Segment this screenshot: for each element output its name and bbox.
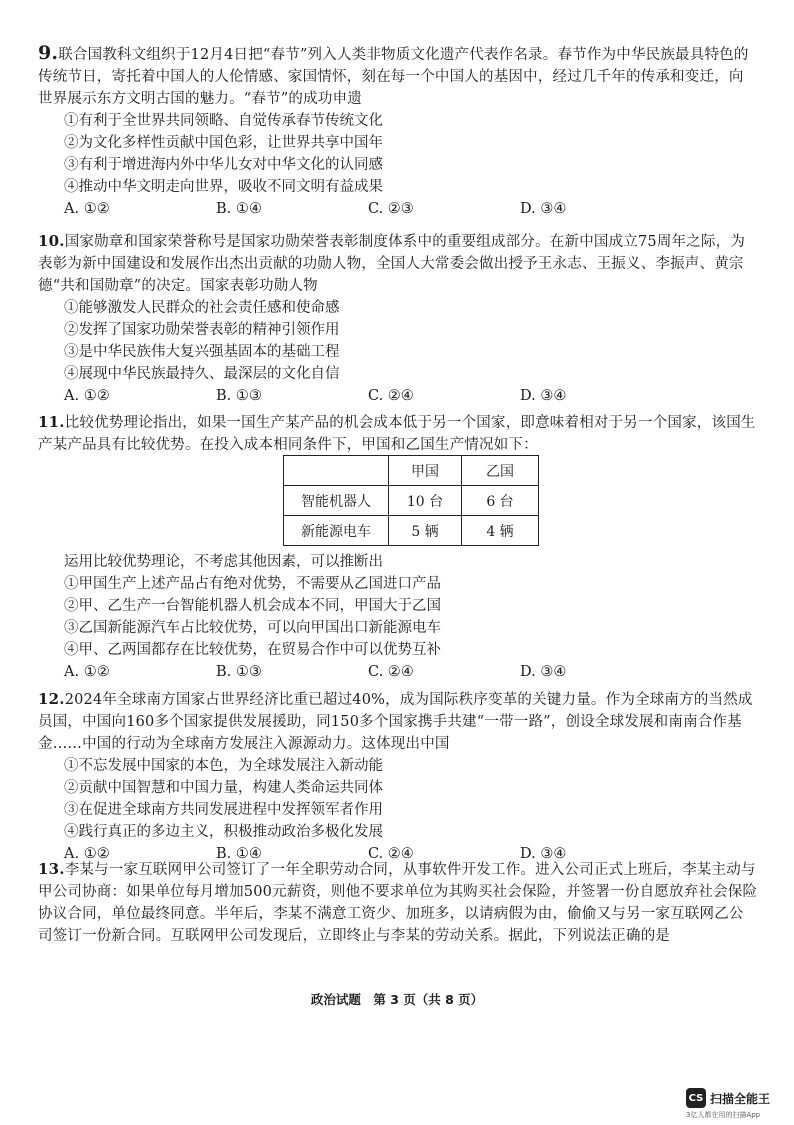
question-13 <box>38 858 758 947</box>
camscanner-logo-icon: CS <box>686 1088 706 1108</box>
q11-option-a: A. ①② <box>64 664 110 680</box>
q11-lead: 运用比较优势理论，不考虑其他因素，可以推断出 <box>64 554 383 570</box>
q12-option-b: B. ①④ <box>216 846 262 862</box>
q10-item-3: ③是中华民族伟大复兴强基固本的基础工程 <box>64 344 340 360</box>
q10-option-b: B. ①③ <box>216 388 262 404</box>
question-10-stem: 10.国家勋章和国家荣誉称号是国家功勋荣誉表彰制度体系中的重要组成部分。在新中国成立75周年之际，为表彰为新中国建设和发展作出杰出贡献的功勋人物，全国人大常委会做出授予王永志、王振义、李振声、黄宗德“共和国勋章”的决定。国家表彰功勋人物 <box>38 232 746 294</box>
q12-item-1: ①不忘发展中国家的本色，为全球发展注入新动能 <box>64 758 383 774</box>
q10-item-1: ①能够激发人民群众的社会责任感和使命感 <box>64 300 340 316</box>
q10-option-c: C. ②④ <box>368 388 414 404</box>
q12-option-c: C. ②④ <box>368 846 414 862</box>
watermark-name: 扫描全能王 <box>710 1091 771 1106</box>
production-table <box>283 455 539 546</box>
table-cell: 10 台 <box>389 486 462 516</box>
q9-options <box>38 198 758 220</box>
q10-item-4: ④展现中华民族最持久、最深层的文化自信 <box>64 366 340 382</box>
table-cell: 6 台 <box>462 486 539 516</box>
table-row <box>284 516 539 546</box>
table-cell: 5 辆 <box>389 516 462 546</box>
q12-item-3: ③在促进全球南方共同发展进程中发挥领军者作用 <box>64 802 383 818</box>
table-cell: 智能机器人 <box>284 486 389 516</box>
q9-item-4: ④推动中华文明走向世界，吸收不同文明有益成果 <box>64 179 383 195</box>
question-11 <box>38 411 758 456</box>
q12-item-2: ②贡献中国智慧和中国力量，构建人类命运共同体 <box>64 780 383 796</box>
q10-option-a: A. ①② <box>64 388 110 404</box>
q9-option-d: D. ③④ <box>520 201 567 217</box>
q11-option-c: C. ②④ <box>368 664 414 680</box>
question-11-continued <box>38 551 758 683</box>
q11-item-1: ①甲国生产上述产品占有绝对优势，不需要从乙国进口产品 <box>64 576 441 592</box>
question-12 <box>38 688 758 865</box>
table-header-cell: 乙国 <box>462 456 539 486</box>
table-cell: 新能源电车 <box>284 516 389 546</box>
table-cell: 4 辆 <box>462 516 539 546</box>
watermark-tagline: 3亿人都在用的扫描App <box>686 1111 761 1119</box>
table-row <box>284 486 539 516</box>
question-9-stem: 9.联合国教科文组织于12月4日把“春节”列入人类非物质文化遗产代表作名录。春节作为中华民族最具特色的传统节日，寄托着中国人的人伦情感、家国情怀，刻在每一个中国人的基因中，经过几千年的传承和变迁，向世界展示东方文明古国的魅力。“春节”的成功申遗 <box>38 42 749 107</box>
q9-item-3: ③有利于增进海内外中华儿女对中华文化的认同感 <box>64 157 383 173</box>
scanner-watermark <box>686 1088 770 1108</box>
question-9 <box>38 42 758 220</box>
q9-item-2: ②为文化多样性贡献中国色彩，让世界共享中国年 <box>64 135 383 151</box>
q11-options <box>38 661 758 683</box>
q11-item-3: ③乙国新能源汽车占比较优势，可以向甲国出口新能源电车 <box>64 620 441 636</box>
q12-option-a: A. ①② <box>64 846 110 862</box>
q11-item-4: ④甲、乙两国都存在比较优势，在贸易合作中可以优势互补 <box>64 642 441 658</box>
table-header-cell: 甲国 <box>389 456 462 486</box>
q10-option-d: D. ③④ <box>520 388 567 404</box>
question-10 <box>38 230 758 407</box>
q9-item-1: ①有利于全世界共同领略、自觉传承春节传统文化 <box>64 113 383 129</box>
q12-option-d: D. ③④ <box>520 846 567 862</box>
page-footer: 政治试题 第 3 页（共 8 页） <box>310 992 484 1007</box>
q9-option-a: A. ①② <box>64 201 110 217</box>
question-13-stem: 13.李某与一家互联网甲公司签订了一年全职劳动合同，从事软件开发工作。进入公司正式上班后，李某主动与甲公司协商：如果单位每月增加500元薪资，则他不要求单位为其购买社会保险，并签署一份自愿放弃社会保险协议合同，单位最终同意。半年后，李某不满意工资少、加班多，以请病假为由，偷偷又与另一家互联网乙公司签订一份新合同。互联网甲公司发现后，立即终止与李某的劳动关系。据此，下列说法正确的是 <box>38 860 758 944</box>
q10-item-2: ②发挥了国家功勋荣誉表彰的精神引领作用 <box>64 322 340 338</box>
question-11-stem: 11.比较优势理论指出，如果一国生产某产品的机会成本低于另一个国家，即意味着相对于另一个国家，该国生产某产品具有比较优势。在投入成本相同条件下，甲国和乙国生产情况如下： <box>38 413 756 453</box>
q9-option-c: C. ②③ <box>368 201 414 217</box>
table-header-row <box>284 456 539 486</box>
q11-option-d: D. ③④ <box>520 664 567 680</box>
q11-item-2: ②甲、乙生产一台智能机器人机会成本不同，甲国大于乙国 <box>64 598 441 614</box>
q9-option-b: B. ①④ <box>216 201 262 217</box>
question-12-stem: 12.2024年全球南方国家占世界经济比重已超过40%，成为国际秩序变革的关键力量。作为全球南方的当然成员国，中国向160多个国家提供发展援助，同150多个国家携手共建“一带一路”，创设全球发展和南南合作基金……中国的行动为全球南方发展注入源源动力。这体现出中国 <box>38 690 753 752</box>
q10-options <box>38 385 758 407</box>
q11-option-b: B. ①③ <box>216 664 262 680</box>
table-header-cell <box>284 456 389 486</box>
q12-item-4: ④践行真正的多边主义，积极推动政治多极化发展 <box>64 824 383 840</box>
